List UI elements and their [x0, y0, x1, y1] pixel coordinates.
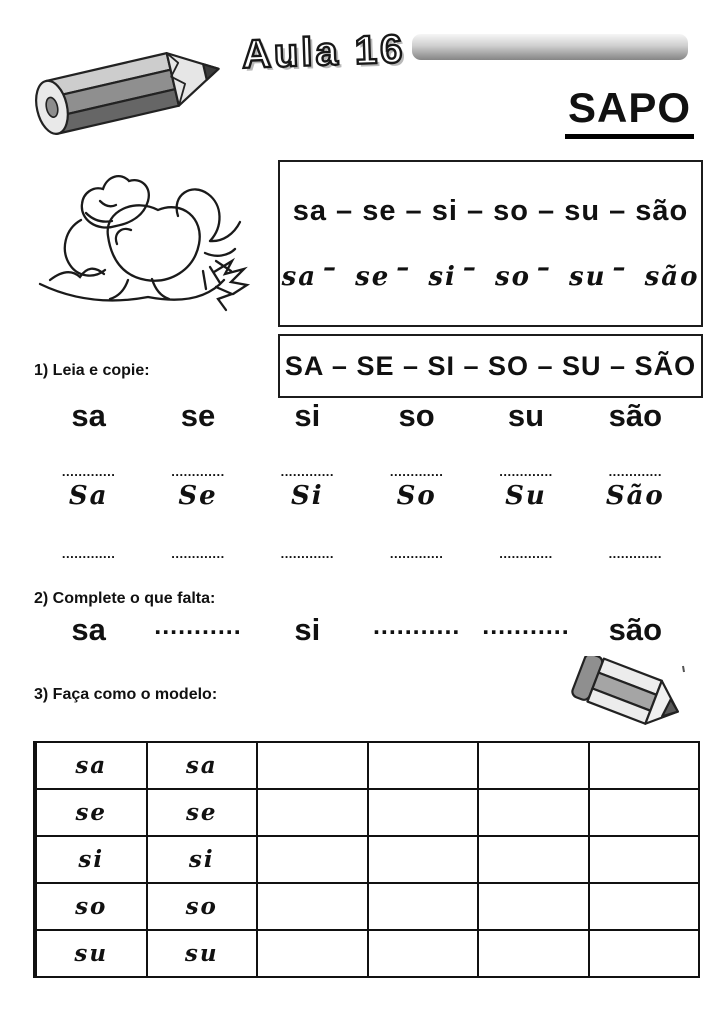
syllable: se	[180, 398, 216, 433]
dotted-line: .............	[608, 546, 663, 561]
table-cell	[367, 931, 478, 976]
exercise1-heading: 1) Leia e copie:	[34, 362, 150, 379]
table-cell	[256, 790, 367, 835]
cursive-syllable: são	[644, 261, 700, 292]
copy-table	[33, 741, 700, 978]
lesson-badge: Aula 16	[241, 27, 406, 77]
table-cell: si	[35, 837, 146, 882]
dotted-line: .............	[171, 546, 225, 561]
cursive-syllable: se	[355, 261, 391, 292]
dotted-line: .............	[171, 464, 225, 479]
table-row	[35, 929, 698, 976]
syllable-row-print	[34, 398, 690, 434]
table-cell	[588, 743, 699, 788]
fill-in-item: ...........	[154, 612, 242, 640]
frog-illustration	[20, 156, 255, 316]
table-cell	[477, 884, 588, 929]
table-cell: sa	[146, 743, 257, 788]
syllable-separator: –	[462, 252, 478, 283]
syllable-separator: –	[536, 252, 552, 283]
uppercase-syllable-line: SA – SE – SI – SO – SU – SÃO	[284, 350, 697, 381]
table-cell	[588, 931, 699, 976]
table-row	[35, 743, 698, 788]
pencil-icon	[22, 28, 237, 138]
dotted-line: .............	[280, 546, 335, 561]
fill-in-item: si	[294, 612, 321, 647]
table-cell	[477, 837, 588, 882]
cursive-syllable: si	[428, 261, 457, 292]
table-cell: se	[35, 790, 146, 835]
page-title: SAPO	[565, 84, 694, 139]
cursive-syllable: São	[605, 481, 665, 511]
cursive-syllable: so	[494, 261, 531, 292]
table-cell	[477, 790, 588, 835]
fill-in-item: sa	[71, 612, 106, 647]
uppercase-box	[278, 334, 703, 398]
syllable: sa	[71, 398, 106, 433]
table-row	[35, 835, 698, 882]
table-cell	[367, 743, 478, 788]
table-cell	[256, 884, 367, 929]
table-cell	[367, 884, 478, 929]
table-cell	[367, 837, 478, 882]
exercise2-heading: 2) Complete o que falta:	[34, 590, 216, 607]
dotted-line: .............	[61, 546, 116, 561]
cursive-syllable: Si	[290, 481, 324, 511]
dotted-line: .............	[389, 546, 444, 561]
syllable: so	[398, 398, 435, 433]
fill-in-item: ...........	[372, 612, 461, 640]
header-bar	[412, 34, 688, 60]
syllable-row-cursive	[34, 481, 690, 511]
exercise3-heading: 3) Faça como o modelo:	[34, 686, 218, 703]
syllable-separator: –	[396, 252, 412, 283]
table-cell	[588, 884, 699, 929]
dotted-line: .............	[61, 464, 116, 479]
table-cell	[367, 790, 478, 835]
table-cell	[256, 743, 367, 788]
fill-in-row	[34, 612, 690, 648]
table-cell	[256, 931, 367, 976]
dotted-line: .............	[499, 464, 553, 479]
reading-box	[278, 160, 703, 327]
cursive-syllable: Sa	[68, 481, 109, 511]
table-cell	[477, 931, 588, 976]
table-cell	[477, 743, 588, 788]
syllable-separator: –	[612, 252, 628, 283]
dotted-line-row	[34, 464, 690, 479]
cursive-syllable: Su	[505, 481, 547, 511]
dotted-line: .............	[608, 464, 663, 479]
dotted-line: .............	[389, 464, 444, 479]
pencil-icon	[566, 656, 696, 746]
fill-in-item: são	[608, 612, 663, 647]
syllable-separator: –	[323, 252, 339, 283]
table-cell	[256, 837, 367, 882]
table-cell: sa	[35, 743, 146, 788]
table-cell: so	[146, 884, 257, 929]
cursive-syllable: sa	[281, 261, 318, 292]
syllable: são	[608, 398, 663, 433]
dotted-line-row	[34, 546, 690, 561]
table-cell: si	[146, 837, 257, 882]
dotted-line: .............	[280, 464, 335, 479]
print-syllable-line: sa – se – si – so – su – são	[292, 195, 689, 228]
table-cell	[588, 790, 699, 835]
cursive-syllable: su	[568, 261, 607, 292]
table-cell: su	[146, 931, 257, 976]
syllable: si	[294, 398, 321, 433]
table-cell: so	[35, 884, 146, 929]
cursive-syllable: So	[396, 481, 437, 511]
syllable: su	[507, 398, 545, 433]
table-cell: se	[146, 790, 257, 835]
table-row	[35, 882, 698, 929]
table-row	[35, 788, 698, 835]
fill-in-item: ...........	[482, 612, 570, 640]
table-cell	[588, 837, 699, 882]
dotted-line: .............	[499, 546, 553, 561]
cursive-syllable: Se	[178, 481, 218, 511]
table-cell: su	[35, 931, 146, 976]
cursive-syllable-line	[281, 252, 700, 292]
